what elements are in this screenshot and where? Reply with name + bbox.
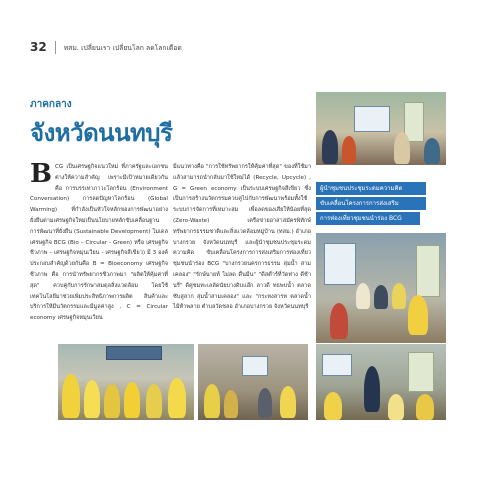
person-figure (224, 390, 238, 418)
person-figure (84, 380, 100, 418)
article-column-2 (173, 162, 311, 313)
province-title: จังหวัดนนทบุรี (30, 119, 173, 147)
person-figure (330, 303, 348, 339)
person-figure (324, 392, 342, 420)
person-figure (364, 366, 380, 412)
photo-caption: ขับเคลื่อนโครงการการส่งเสริม (316, 197, 426, 210)
photo-caption: การท่องเที่ยวชุมชนนำร่อง BCG (316, 212, 420, 225)
photo-meeting-presentation (316, 92, 446, 165)
person-figure (356, 283, 370, 309)
person-figure (392, 283, 406, 309)
photo-speaker (316, 344, 446, 420)
person-figure (204, 384, 220, 418)
page-number: 32 (30, 40, 47, 54)
stage-banner (106, 346, 162, 360)
projector-screen (354, 106, 390, 132)
standing-banner (408, 352, 434, 392)
person-figure (424, 138, 440, 164)
photo-hall-audience (58, 344, 194, 420)
person-figure (388, 394, 404, 420)
region-label: ภาคกลาง (30, 99, 72, 110)
photo-caption: ผู้นำชุมชนประชุมระดมความคิด (316, 182, 426, 195)
article-text-2: มีแนวทางคือ "การใช้ทรัพยากรให้คุ้มค่าที่สุด" ของที่ใช้มาแล้วสามารถนำกลับมาใช้ใหม่ได้ (Recycle, Upcycle) , G = Green economy เป็นระบบเศรษฐกิจสีเขียว ซึ่งเป็นการสร้างนวัตกรรมควบคู่ไปกับการพัฒนาพร้อมทั้งใช้ระบบการจัดการที่เหมาะสม เพื่อลดของเสียให้น้อยที่สุด (Zero-Waste) เครือข่ายอาสาสมัครพิทักษ์ทรัพยากรธรรมชาติและสิ่งแวดล้อมหมู่บ้าน (ทสม.) อำเภอบางกรวย จังหวัดนนทบุรี และผู้นำชุมชนประชุมระดมความคิด ขับเคลื่อนโครงการการส่งเสริมการท่องเที่ยวชุมชนนำร่อง BCG "บางกรวยนครการธรรม ลุ่มน้ำ สามเคลอง" "รักษ์นายท์ ไม่ลด ดื่นมีน" "ดีสต๊าร์ที่วัดท่าง ดีช้านรี" ดีคู่ชมทะเลลัดนัยบางดิบแอ๊ก ลาวดี ทธพบน้ำ ตลาดซับสูลาก ลุ่มน้ำสามเคลอง" และ "กระทงสารท ตลาดน้ำไม้ท้าพลาย ตำบลวัดชลอ อำเภอบางกรวย จังหวัดนนทบุรี (173, 164, 311, 311)
person-figure (342, 136, 356, 164)
article-text-1: CG เป็นเศรษฐกิจแนวใหม่ ที่ภาครัฐและเอกชนต่างให้ความสำคัญ เพราะมีเป้าหมายเดียวกัน คือ การบรรเทาภาวะโลกร้อน (Environment Conversation) การลดปัญหาโลกร้อน (Global Warming) ที่กำลังเป็นหัวใจหลักของการพัฒนาอย่างยั่งยืนตามเศรษฐกิจใหม่เป็นนโยบายหลักขับเคลื่อนฐานการพัฒนาที่ยั่งยืน (Sustainable Development) โมเดลเศรษฐกิจ BCG (Bio – Circular - Green) หรือ เศรษฐกิจชีวภาพ – เศรษฐกิจหมุนเวียน - เศรษฐกิจสีเขียว) มี 3 องค์ประกอบสำคัญด้วยกันคือ B = Bioeconomy เศรษฐกิจชีวภาพ คือ การนำทรัพยากรชีวภาพมา "ผลิตให้คุ้มค่าที่สุด" ควบคู่กับการรักษาสมดุลสิ่งแวดล้อม โดยใช้เทคโนโลยีมาช่วยเพิ่มประสิทธิภาพการผลิต สินค้าและบริการให้มีนวัตกรรมและมีมูลค่าสูง , C = Circular economy เศรษฐกิจหมุนเวียน (30, 164, 168, 322)
projector-screen (242, 356, 268, 376)
person-figure (408, 295, 428, 335)
person-figure (322, 130, 338, 164)
person-figure (258, 388, 272, 418)
person-figure (62, 374, 80, 418)
person-figure (168, 378, 186, 418)
photo-seated-meeting (316, 233, 446, 343)
person-figure (374, 285, 388, 309)
projector-screen (324, 243, 356, 285)
page-header (30, 40, 182, 54)
article-column-1 (30, 159, 168, 324)
person-figure (416, 394, 434, 420)
projector-screen (322, 354, 352, 376)
person-figure (124, 382, 140, 418)
header-divider (55, 41, 56, 54)
running-title: ทสม. เปลี่ยนเรา เปลี่ยนโลก ลดโลกเดือด (63, 43, 182, 52)
person-figure (280, 386, 296, 418)
person-figure (104, 384, 120, 418)
standing-banner (416, 245, 440, 297)
person-figure (394, 132, 410, 164)
drop-cap: B (30, 159, 52, 189)
person-figure (146, 384, 162, 418)
photo-room-presentation (198, 344, 308, 420)
